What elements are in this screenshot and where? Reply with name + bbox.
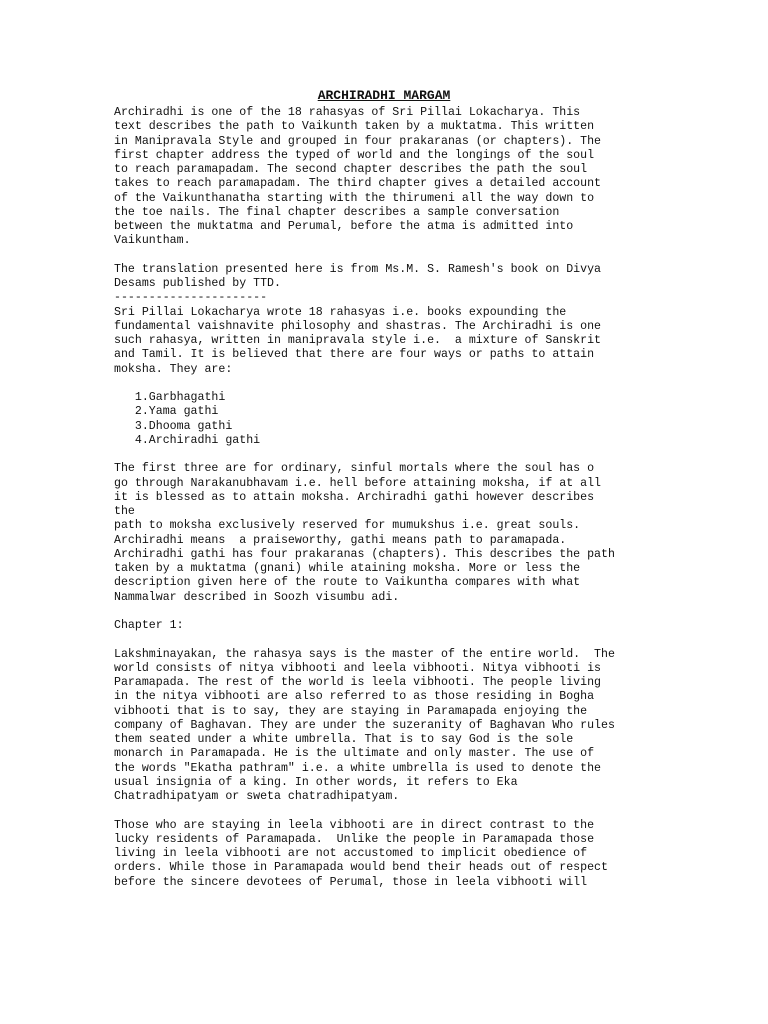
document-body: Archiradhi is one of the 18 rahasyas of Sri Pillai Lokacharya. This text describes the path to Vaikunth taken by a muktatma. This written in Manipravala Style and grouped in four prakaranas (or chapters). The first chapter address the typed of world and the longings of the soul to reach paramapadam. The second chapter describes the path the soul takes to reach paramapadam. The third chapter gives a detailed account of the Vaikunthanatha starting with the thirumeni all the way down to the toe nails. The final chapter describes a sample conversation between the muktatma and Perumal, before the atma is admitted into Vaikuntham. The translation presented here is from Ms.M. S. Ramesh's book on Divya Desams published by TTD. ---------------------- Sri Pillai Lokacharya wrote 18 rahasyas i.e. books expounding the fundamental vaishnavite philosophy and shastras. The Archiradhi is one such rahasya, written in manipravala style i.e. a mixture of Sanskrit and Tamil. It is believed that there are four ways or paths to attain moksha. They are: 1.Garbhagathi 2.Yama gathi 3.Dhooma gathi 4.Archiradhi gathi The first three are for ordinary, sinful mortals where the soul has o go through Narakanubhavam i.e. hell before attaining moksha, if at all it is blessed as to attain moksha. Archiradhi gathi however describes the path to moksha exclusively reserved for mumukshus i.e. great souls. Archiradhi means a praiseworthy, gathi means path to paramapada. Archiradhi gathi has four prakaranas (chapters). This describes the path taken by a muktatma (gnani) while ataining moksha. More or less the description given here of the route to Vaikuntha compares with what Nammalwar described in Soozh visumbu adi. Chapter 1: Lakshminayakan, the rahasya says is the master of the entire world. The world consists of nitya vibhooti and leela vibhooti. Nitya vibhooti is Paramapada. The rest of the world is leela vibhooti. The people living in the nitya vibhooti are also referred to as those residing in Bogha vibhooti that is to say, they are staying in Paramapada enjoying the company of Baghavan. They are under the suzeranity of Baghavan Who rules them seated under a white umbrella. That is to say God is the sole monarch in Paramapada. He is the ultimate and only master. The use of the words "Ekatha pathram" i.e. a white umbrella is used to denote the usual insignia of a king. In other words, it refers to Eka Chatradhipatyam or sweta chatradhipatyam. Those who are staying in leela vibhooti are in direct contrast to the lucky residents of Paramapada. Unlike the people in Paramapada those living in leela vibhooti are not accustomed to implicit obedience of orders. While those in Paramapada would bend their heads out of respect before the sincere devotees of Perumal, those in leela vibhooti will — [114, 106, 615, 889]
document-title: ARCHIRADHI MARGAM — [317, 88, 451, 103]
